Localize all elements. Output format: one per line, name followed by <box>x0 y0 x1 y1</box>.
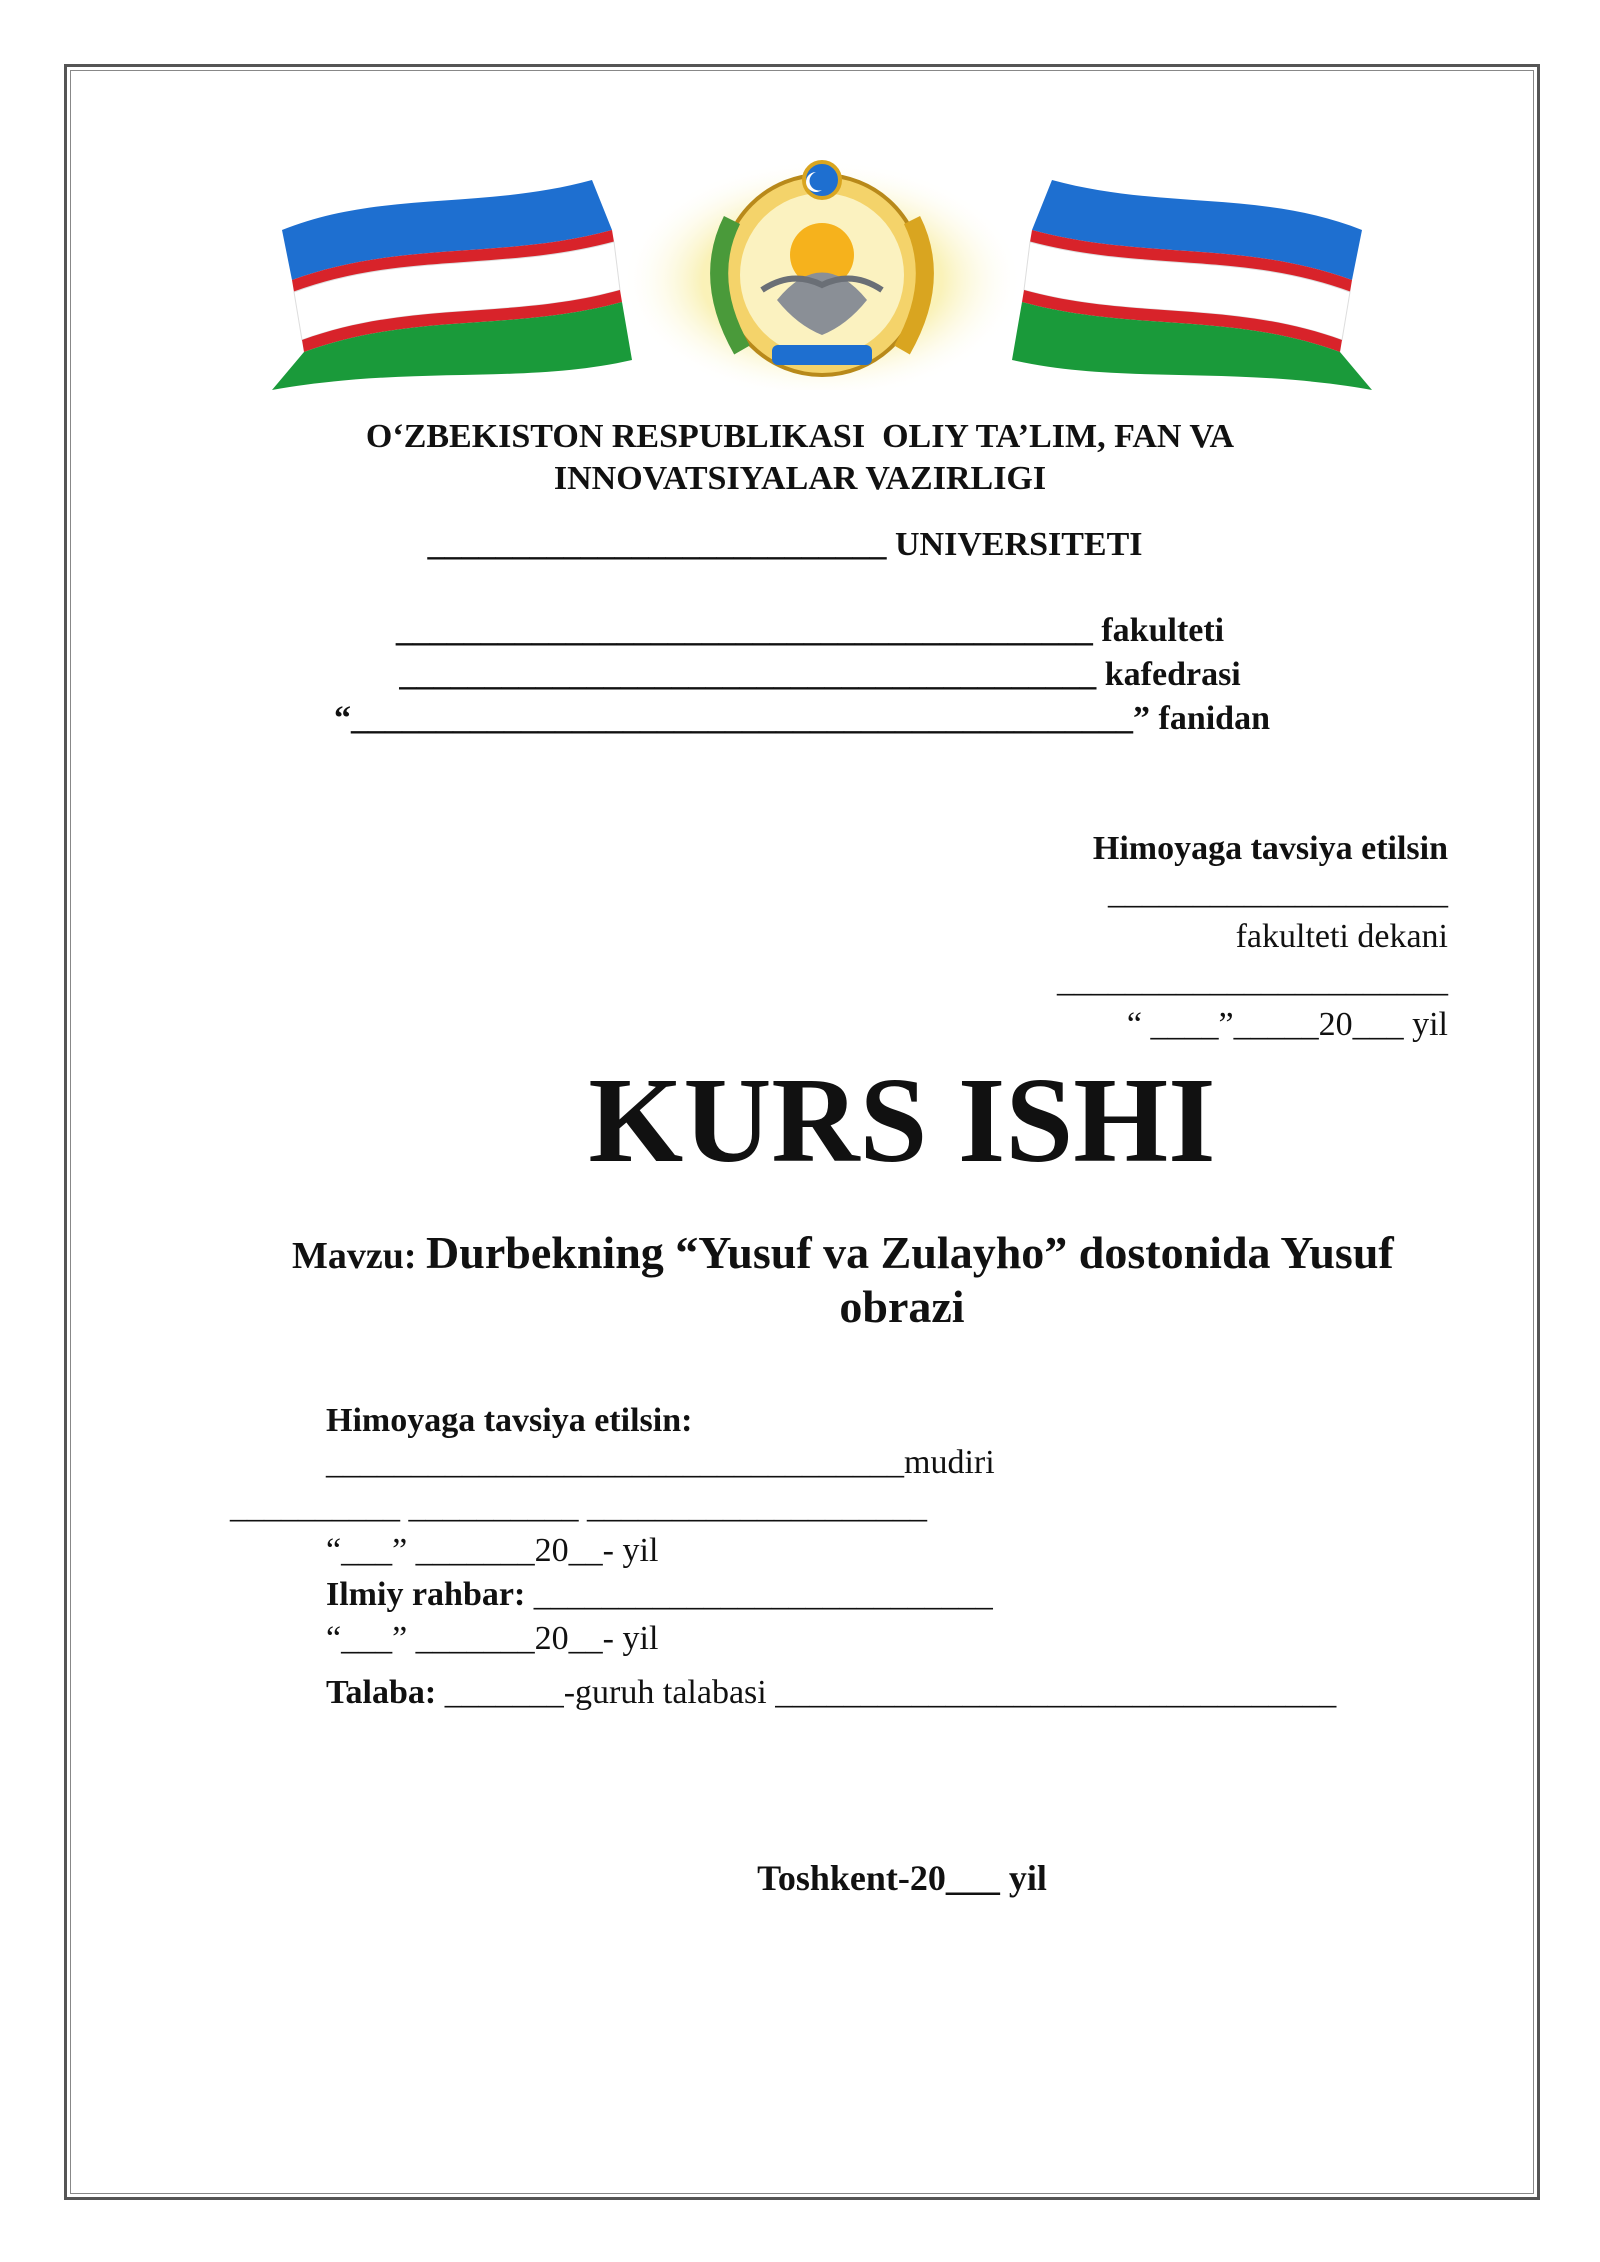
department-head-line: __________________________________mudiri <box>326 1444 995 1481</box>
names-line: __________ __________ ____________________ <box>230 1488 927 1525</box>
approval-date: “ ____”_____20___ yil <box>1126 1006 1448 1043</box>
dean-label: fakulteti dekani <box>1235 918 1448 955</box>
bottom-date-1: “___” _______20__- yil <box>326 1532 659 1569</box>
place-year: Toshkent-20___ yil <box>757 1858 1047 1898</box>
approval-blank-1: ____________________ <box>1108 874 1448 911</box>
university-line: ___________________________ UNIVERSITETI <box>427 526 1143 563</box>
department-line: _________________________________________ kafedrasi <box>399 656 1241 693</box>
subject-line: “______________________________________________” fanidan <box>334 700 1270 737</box>
bottom-date-2: “___” _______20__- yil <box>326 1620 659 1657</box>
coat-of-arms-icon <box>622 160 1022 390</box>
supervisor-line <box>326 1578 993 1612</box>
approval-heading: Himoyaga tavsiya etilsin <box>1092 830 1448 867</box>
approval-blank-2: _______________________ <box>1057 962 1448 999</box>
topic-line-2: obrazi <box>839 1281 965 1332</box>
topic-line-1 <box>292 1227 1394 1278</box>
faculty-line: _________________________________________ fakulteti <box>395 612 1225 649</box>
student-label: Talaba: <box>326 1674 437 1711</box>
flag-ribbon-left <box>272 180 632 390</box>
topic-label: Mavzu: <box>292 1235 427 1277</box>
state-emblem-with-flag <box>262 150 1382 390</box>
topic-text-1: Durbekning “Yusuf va Zulayho” dostonida Yusuf <box>426 1227 1394 1278</box>
ministry-line-1: O‘ZBEKISTON RESPUBLIKASI OLIY TA’LIM, FAN VA <box>365 418 1235 455</box>
student-text: _______-guruh talabasi _________________________________ <box>436 1674 1337 1711</box>
student-line <box>326 1676 1336 1710</box>
bottom-approval-heading: Himoyaga tavsiya etilsin: <box>326 1402 693 1439</box>
document-title: KURS ISHI <box>588 1053 1216 1188</box>
supervisor-label: Ilmiy rahbar: <box>326 1576 526 1613</box>
flag-ribbon-right <box>1012 180 1372 390</box>
ministry-line-2: INNOVATSIYALAR VAZIRLIGI <box>553 460 1047 497</box>
supervisor-blank: ___________________________ <box>525 1576 993 1613</box>
